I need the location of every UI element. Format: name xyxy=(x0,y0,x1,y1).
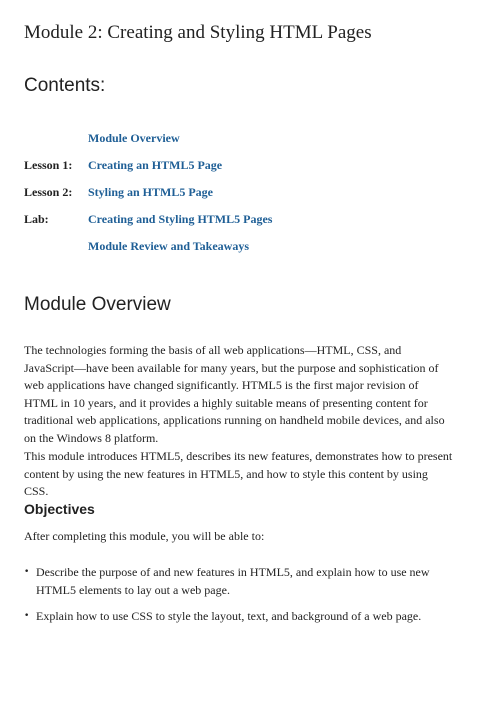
toc-link-module-review[interactable]: Module Review and Takeaways xyxy=(88,239,250,253)
toc-row-module-review xyxy=(24,233,272,260)
toc-row-lab xyxy=(24,206,272,233)
table-of-contents xyxy=(24,125,272,260)
objective-text: Explain how to use CSS to style the layout, text, and background of a web page. xyxy=(36,609,422,623)
list-item xyxy=(24,608,454,626)
objective-text: Describe the purpose of and new features in HTML5, and explain how to use new HTML5 elements to lay out a web page. xyxy=(36,565,430,597)
toc-label: Lesson 2: xyxy=(24,185,73,199)
toc-link-module-overview[interactable]: Module Overview xyxy=(88,131,180,145)
bullet-icon: • xyxy=(24,567,30,577)
overview-paragraph: The technologies forming the basis of all web applications—HTML, CSS, and JavaScript—have been available for many years, but the purpose and sophistication of web applications have changed significantly. HTML5 is the first major revision of HTML in 10 years, and it provides a highly suitable means of presenting content for traditional web applications, applications running on handheld mobile devices, and also on the Windows 8 platform. xyxy=(24,343,445,445)
toc-link-lesson-1[interactable]: Creating an HTML5 Page xyxy=(88,158,223,172)
objectives-heading: Objectives xyxy=(24,501,95,517)
toc-row-lesson-2 xyxy=(24,179,272,206)
contents-heading: Contents: xyxy=(24,75,106,96)
overview-paragraph: This module introduces HTML5, describes its new features, demonstrates how to present content by using the new features in HTML5, and how to style this content by using CSS. xyxy=(24,449,453,498)
objectives-list xyxy=(24,564,454,635)
module-overview-heading: Module Overview xyxy=(24,294,171,315)
toc-label: Lab: xyxy=(24,212,49,226)
list-item xyxy=(24,564,454,599)
objectives-intro: After completing this module, you will be able to: xyxy=(24,529,265,543)
bullet-icon: • xyxy=(24,611,30,621)
toc-row-module-overview xyxy=(24,125,272,152)
module-title: Module 2: Creating and Styling HTML Pages xyxy=(24,22,372,43)
toc-link-lesson-2[interactable]: Styling an HTML5 Page xyxy=(88,185,214,199)
toc-link-lab[interactable]: Creating and Styling HTML5 Pages xyxy=(88,212,273,226)
toc-row-lesson-1 xyxy=(24,152,272,179)
toc-label: Lesson 1: xyxy=(24,158,73,172)
